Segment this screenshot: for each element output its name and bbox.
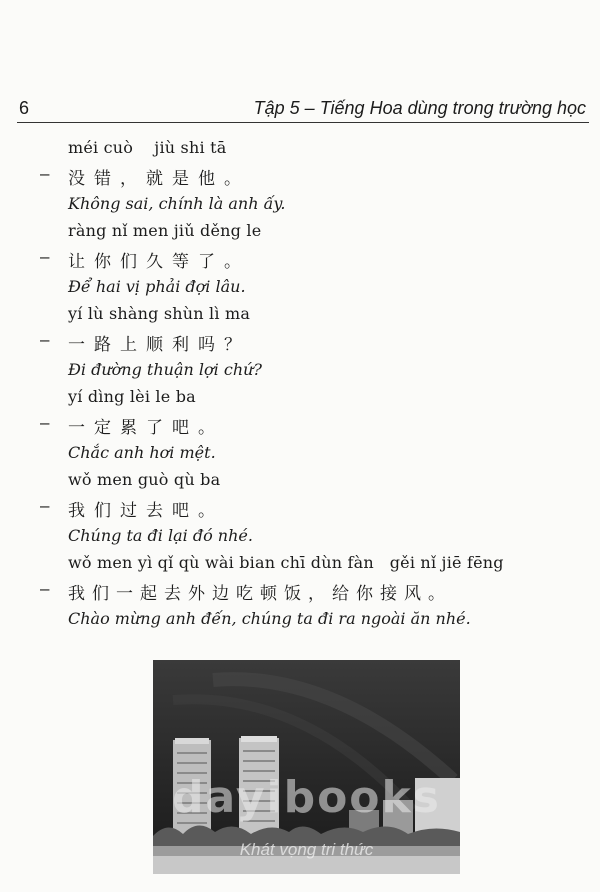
pinyin-text: wǒ men guò qù ba <box>68 470 221 489</box>
watermark-brand: dayibooks <box>171 772 441 823</box>
chinese-line <box>0 328 600 354</box>
chinese-text: 一路上顺利吗？ <box>68 335 250 355</box>
pinyin-line <box>0 136 600 162</box>
vietnamese-text: Chúng ta đi lại đó nhé. <box>68 526 253 545</box>
page-header <box>0 96 600 126</box>
pinyin-line <box>0 551 600 577</box>
vietnamese-text: Chắc anh hơi mệt. <box>68 443 216 462</box>
chinese-text: 让你们久等了。 <box>68 252 250 272</box>
pinyin-line <box>0 385 600 411</box>
dialogue-dash: – <box>40 579 50 598</box>
chinese-line <box>0 411 600 437</box>
pinyin-text: méi cuò jiù shi tā <box>68 138 227 157</box>
vietnamese-text: Không sai, chính là anh ấy. <box>68 194 286 213</box>
dialogue-dash: – <box>40 496 50 515</box>
vietnamese-line <box>0 358 600 384</box>
vietnamese-text: Chào mừng anh đến, chúng ta đi ra ngoài ăn nhé. <box>68 609 471 628</box>
city-skyline-photo <box>153 660 460 874</box>
dialogue-dash: – <box>40 330 50 349</box>
pinyin-text: wǒ men yì qǐ qù wài bian chī dùn fàn gěi nǐ jiē fēng <box>68 553 504 572</box>
pinyin-line <box>0 219 600 245</box>
chinese-line <box>0 494 600 520</box>
pinyin-text: yí lù shàng shùn lì ma <box>68 304 251 323</box>
chinese-text: 我们过去吧。 <box>68 501 224 521</box>
page-number: 6 <box>19 98 30 118</box>
pinyin-text: yí dìng lèi le ba <box>68 387 196 406</box>
chinese-text: 我们一起去外边吃顿饭，给你接风。 <box>68 584 452 604</box>
watermark-tagline: Khát vọng tri thức <box>239 840 374 859</box>
chinese-text: 没错，就是他。 <box>68 169 250 189</box>
chinese-text: 一定累了吧。 <box>68 418 224 438</box>
header-rule <box>17 122 589 123</box>
chinese-line <box>0 245 600 271</box>
dialogue-dash: – <box>40 413 50 432</box>
chinese-line <box>0 162 600 188</box>
vietnamese-text: Đi đường thuận lợi chứ? <box>68 360 262 379</box>
running-title: Tập 5 – Tiếng Hoa dùng trong trường học <box>253 98 586 118</box>
dialogue-dash: – <box>40 164 50 183</box>
vietnamese-line <box>0 441 600 467</box>
chinese-line <box>0 577 600 603</box>
pinyin-text: ràng nǐ men jiǔ děng le <box>68 221 262 240</box>
vietnamese-line <box>0 275 600 301</box>
pinyin-line <box>0 468 600 494</box>
vietnamese-line <box>0 607 600 633</box>
dialogue-dash: – <box>40 247 50 266</box>
vietnamese-line <box>0 524 600 550</box>
pinyin-line <box>0 302 600 328</box>
vietnamese-line <box>0 192 600 218</box>
vietnamese-text: Để hai vị phải đợi lâu. <box>68 277 246 296</box>
